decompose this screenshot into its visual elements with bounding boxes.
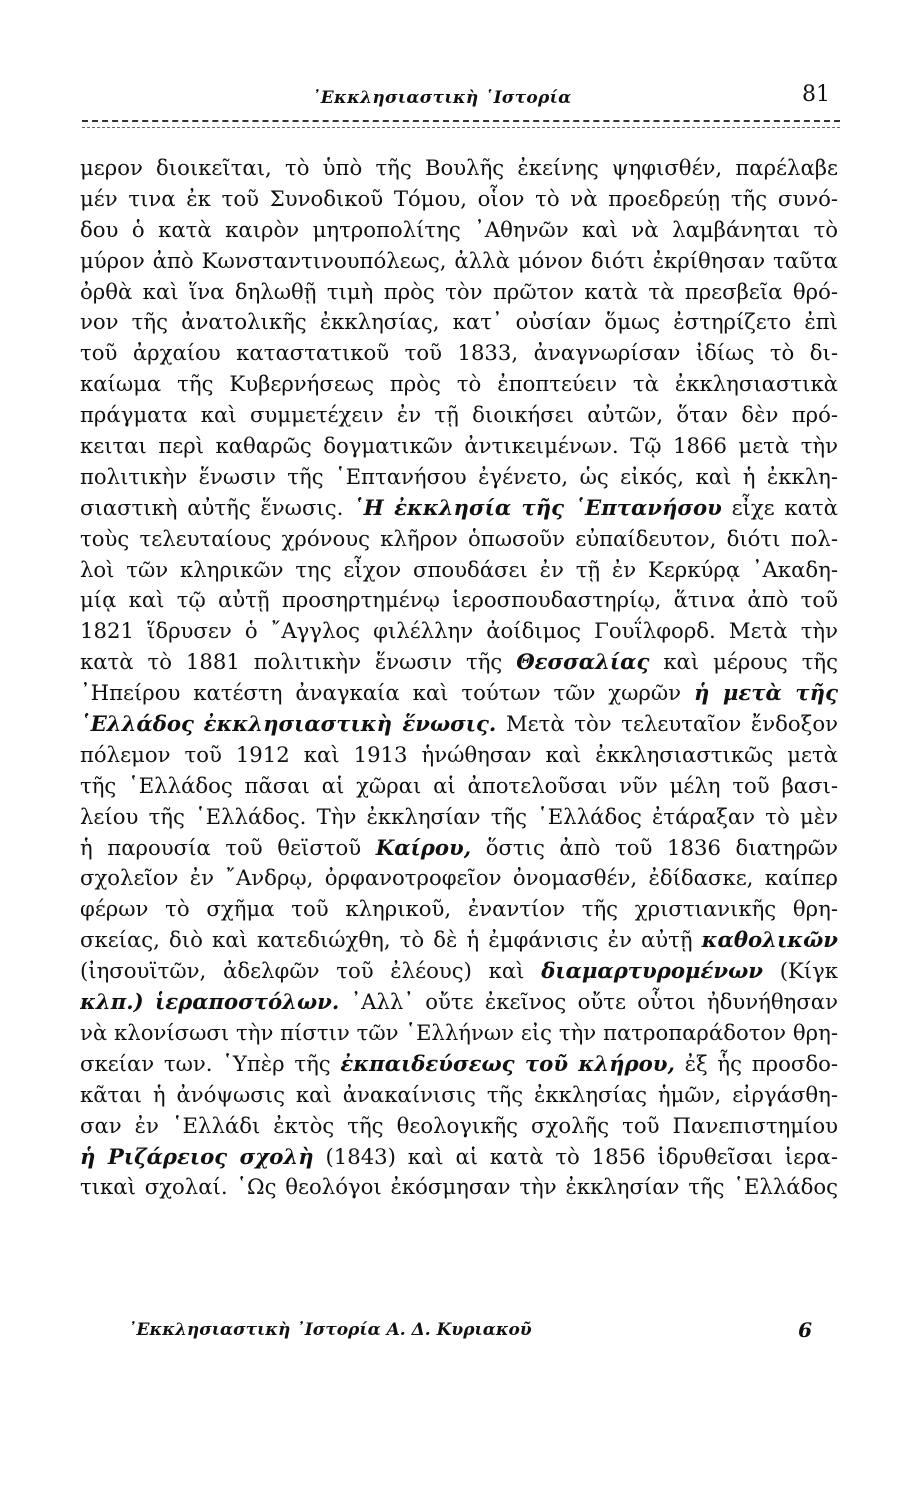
emphasis: Θεσσαλίας xyxy=(516,649,650,675)
text-line: κᾶται ἡ ἀνόψωσις καὶ ἀνακαίνισις τῆς ἐκκλησίας ἡμῶν, εἰργάσθη- xyxy=(80,1081,838,1107)
text-line: 1821 ἵδρυσεν ὁ ῎Αγγλος φιλέλλην ἀοίδιμος Γουΐλφορδ. Μετὰ τὴν xyxy=(80,618,838,644)
emphasis: κλπ.) xyxy=(80,989,144,1015)
emphasis: ῾Η ἐκκλησία τῆς ῾Επτανήσου xyxy=(353,494,722,520)
text-line: νον τῆς ἀνατολικῆς ἐκκλησίας, κατ᾿ οὐσίαν ὅμως ἐστηρίζετο ἐπὶ xyxy=(80,309,838,335)
running-title: ᾿Εκκλησιαστικὴ ῾Ιστορία xyxy=(312,88,572,108)
text-line: τοῦ ἀρχαίου καταστατικοῦ τοῦ 1833, ἀναγνωρίσαν ἰδίως τὸ δι- xyxy=(80,340,838,366)
text-line: μύρον ἀπὸ Κωνσταντινουπόλεως, ἀλλὰ μόνον διότι ἐκρίθησαν ταῦτα xyxy=(80,247,838,273)
text-line: μίᾳ καὶ τῷ αὐτῇ προσηρτημένῳ ἱεροσπουδαστηρίῳ, ἅτινα ἀπὸ τοῦ xyxy=(80,587,838,613)
text-line: σκείαν των. ῾Υπὲρ τῆς ἐκπαιδεύσεως τοῦ κλήρου, ἐξ ἧς προσδο- xyxy=(80,1050,838,1076)
text-line: τοὺς τελευταίους χρόνους κλῆρον ὁπωσοῦν εὐπαίδευτον, διότι πολ- xyxy=(80,525,838,551)
text-line: ῾Ελλάδος ἐκκλησιαστικὴ ἕνωσις. Μετὰ τὸν τελευταῖον ἔνδοξον xyxy=(80,711,838,737)
emphasis: διαμαρτυρομένων xyxy=(541,958,763,984)
running-header xyxy=(80,80,830,110)
text-line: ἡ παρουσία τοῦ θεϊστοῦ Καίρου, ὅστις ἀπὸ τοῦ 1836 διατηρῶν xyxy=(80,834,838,860)
text-line: πόλεμον τοῦ 1912 καὶ 1913 ἡνώθησαν καὶ ἐκκλησιαστικῶς μετὰ xyxy=(80,741,838,767)
emphasis: καθολικῶν xyxy=(701,927,838,953)
signature-text: ᾿Εκκλησιαστικὴ ᾿Ιστορία Α. Δ. Κυριακοῦ xyxy=(128,1320,532,1340)
text-line: τῆς ῾Ελλάδος πᾶσαι αἱ χῶραι αἱ ἀποτελοῦσαι νῦν μέλη τοῦ βασι- xyxy=(80,772,838,798)
text-line: σαν ἐν ῾Ελλάδι ἐκτὸς τῆς θεολογικῆς σχολῆς τοῦ Πανεπιστημίου xyxy=(80,1112,838,1138)
text-line: πολιτικὴν ἕνωσιν τῆς ῾Επτανήσου ἐγένετο, ὡς εἰκός, καὶ ἡ ἐκκλη- xyxy=(80,463,838,489)
emphasis: ἐκπαιδεύσεως τοῦ κλήρου, xyxy=(340,1050,675,1076)
text-line: ᾿Ηπείρου κατέστη ἀναγκαία καὶ τούτων τῶν χωρῶν ἡ μετὰ τῆς xyxy=(80,680,838,706)
page-number: 81 xyxy=(802,82,830,107)
emphasis: ἱεραποστόλων. xyxy=(154,989,340,1015)
text-line: κειται περὶ καθαρῶς δογματικῶν ἀντικειμένων. Τῷ 1866 μετὰ τὴν xyxy=(80,433,838,459)
text-line: ὀρθὰ καὶ ἵνα δηλωθῇ τιμὴ πρὸς τὸν πρῶτον κατὰ τὰ πρεσβεῖα θρό- xyxy=(80,278,838,304)
signature-number: 6 xyxy=(798,1318,812,1342)
text-line: δου ὁ κατὰ καιρὸν μητροπολίτης ᾿Αθηνῶν καὶ νὰ λαμβάνηται τὸ xyxy=(80,216,838,242)
text-line: φέρων τὸ σχῆμα τοῦ κληρικοῦ, ἐναντίον τῆς χριστιανικῆς θρη- xyxy=(80,896,838,922)
header-rule-secondary xyxy=(82,127,840,128)
text-line: λοὶ τῶν κληρικῶν της εἶχον σπουδάσει ἐν τῇ ἐν Κερκύρᾳ ᾿Ακαδη- xyxy=(80,556,838,582)
text-line: νὰ κλονίσωσι τὴν πίστιν τῶν ῾Ελλήνων εἰς τὴν πατροπαράδοτον θρη- xyxy=(80,1019,838,1045)
text-line: σχολεῖον ἐν ῎Ανδρῳ, ὀρφανοτροφεῖον ὀνομασθέν, ἐδίδασκε, καίπερ xyxy=(80,865,838,891)
text-line: λείου τῆς ῾Ελλάδος. Τὴν ἐκκλησίαν τῆς ῾Ελλάδος ἐτάραξαν τὸ μὲν xyxy=(80,803,838,829)
text-line: κατὰ τὸ 1881 πολιτικὴν ἕνωσιν τῆς Θεσσαλίας καὶ μέρους τῆς xyxy=(80,649,838,675)
header-rule xyxy=(82,120,840,122)
text-line: σκείας, διὸ καὶ κατεδιώχθη, τὸ δὲ ἡ ἐμφάνισις ἐν αὐτῇ καθολικῶν xyxy=(80,927,838,953)
emphasis: ἡ μετὰ τῆς xyxy=(693,680,838,706)
text-line: σιαστικὴ αὐτῆς ἕνωσις. ῾Η ἐκκλησία τῆς ῾Επτανήσου εἶχε κατὰ xyxy=(80,494,838,520)
text-line: πράγματα καὶ συμμετέχειν ἐν τῇ διοικήσει αὐτῶν, ὅταν δὲν πρό- xyxy=(80,402,838,428)
text-line: ἡ Ριζάρειος σχολὴ (1843) καὶ αἱ κατὰ τὸ 1856 ἱδρυθεῖσαι ἱερα- xyxy=(80,1143,838,1169)
text-line: κλπ.) ἱεραποστόλων. ᾿Αλλ᾿ οὔτε ἐκεῖνος οὔτε οὗτοι ἠδυνήθησαν xyxy=(80,989,838,1015)
text-line: τικαὶ σχολαί. ῾Ως θεολόγοι ἐκόσμησαν τὴν ἐκκλησίαν τῆς ῾Ελλάδος xyxy=(80,1174,838,1200)
text-line: (ἰησουϊτῶν, ἀδελφῶν τοῦ ἐλέους) καὶ διαμαρτυρομένων (Κίγκ xyxy=(80,958,838,984)
emphasis: Καίρου, xyxy=(375,834,472,860)
emphasis: ἡ Ριζάρειος σχολὴ xyxy=(80,1143,314,1169)
body-text xyxy=(80,153,838,1203)
text-line: μερον διοικεῖται, τὸ ὑπὸ τῆς Βουλῆς ἐκείνης ψηφισθέν, παρέλαβε xyxy=(80,155,838,180)
signature-line xyxy=(128,1316,838,1346)
text-line: μέν τινα ἐκ τοῦ Συνοδικοῦ Τόμου, οἷον τὸ νὰ προεδρεύῃ τῆς συνό- xyxy=(80,185,838,211)
emphasis: ῾Ελλάδος xyxy=(80,711,194,737)
text-line: καίωμα τῆς Κυβερνήσεως πρὸς τὸ ἐποπτεύειν τὰ ἐκκλησιαστικὰ xyxy=(80,371,838,397)
